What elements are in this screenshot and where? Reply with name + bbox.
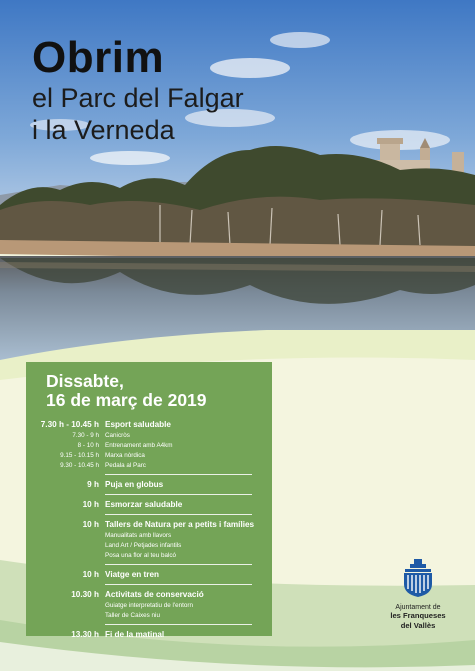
program-panel: [26, 362, 272, 639]
program-subrow: [26, 431, 272, 441]
logo-line-3: del Vallès: [400, 621, 436, 630]
subrow-label: Taller de Caixes niu: [105, 612, 160, 619]
program-subrow: [26, 461, 272, 471]
title-line-3: i la Verneda: [32, 115, 175, 145]
subrow-label: Posa una flor al teu balcó: [105, 552, 177, 559]
subrow-time: [26, 531, 105, 541]
date-full: 16 de març de 2019: [46, 390, 207, 410]
program-row: [26, 498, 272, 511]
subrow-label: Guiatge interpretatiu de l'entorn: [105, 602, 194, 609]
subrow-label: Land Art / Petjades infantils: [105, 542, 182, 549]
subrow-time: 7.30 - 9 h: [72, 432, 99, 439]
row-time: 10.30 h: [71, 590, 99, 599]
coat-of-arms-icon: [400, 558, 436, 598]
row-label: Puja en globus: [105, 480, 164, 489]
program-subrow: [26, 441, 272, 451]
row-label: Viatge en tren: [105, 570, 159, 579]
program-row: [26, 418, 272, 431]
logo-line-1: Ajuntament de: [395, 604, 441, 611]
subrow-time: [26, 551, 105, 561]
row-time: 10 h: [82, 500, 99, 509]
row-time: 10 h: [82, 570, 99, 579]
divider: [105, 474, 252, 475]
subrow-time: [26, 611, 105, 621]
program-list: [26, 418, 272, 641]
poster-title: [32, 34, 244, 146]
divider: [105, 624, 252, 625]
program-row: [26, 478, 272, 491]
row-time: 9 h: [87, 480, 99, 489]
program-subrow: [26, 531, 272, 541]
row-label: Activitats de conservació: [105, 590, 204, 599]
program-row: [26, 628, 272, 641]
subrow-label: Entrenament amb A4km: [105, 442, 173, 449]
row-label: Esmorzar saludable: [105, 500, 183, 509]
program-subrow: [26, 601, 272, 611]
row-time: 13.30 h: [71, 630, 99, 639]
divider: [105, 564, 252, 565]
title-main: Obrim: [32, 33, 165, 82]
row-time: 10 h: [82, 520, 99, 529]
subrow-time: [26, 541, 105, 551]
divider: [105, 514, 252, 515]
row-label: Tallers de Natura per a petits i famílies: [105, 520, 255, 529]
program-row: [26, 588, 272, 601]
row-time: 7.30 h - 10.45 h: [40, 420, 99, 429]
date-weekday: Dissabte,: [46, 371, 124, 391]
program-subrow: [26, 611, 272, 621]
subrow-time: 9.15 - 10.15 h: [60, 452, 99, 459]
program-subrow: [26, 541, 272, 551]
subrow-time: 8 - 10 h: [77, 442, 99, 449]
program-subrow: [26, 451, 272, 461]
subrow-label: Marxa nòrdica: [105, 452, 145, 459]
subrow-label: Canicròs: [105, 432, 130, 439]
divider: [105, 494, 252, 495]
row-label: Fi de la matinal: [105, 630, 165, 639]
municipality-logo: [378, 558, 458, 631]
program-subrow: [26, 551, 272, 561]
divider: [105, 584, 252, 585]
subrow-label: Pedala al Parc: [105, 462, 146, 469]
event-date: [46, 372, 207, 410]
title-line-2: el Parc del Falgar: [32, 83, 244, 113]
program-row: [26, 518, 272, 531]
program-row: [26, 568, 272, 581]
subrow-time: 9.30 - 10.45 h: [60, 462, 99, 469]
subrow-label: Manualitats amb llavors: [105, 532, 172, 539]
logo-line-2: les Franqueses: [390, 611, 446, 620]
subrow-time: [26, 601, 105, 611]
row-label: Esport saludable: [105, 420, 171, 429]
